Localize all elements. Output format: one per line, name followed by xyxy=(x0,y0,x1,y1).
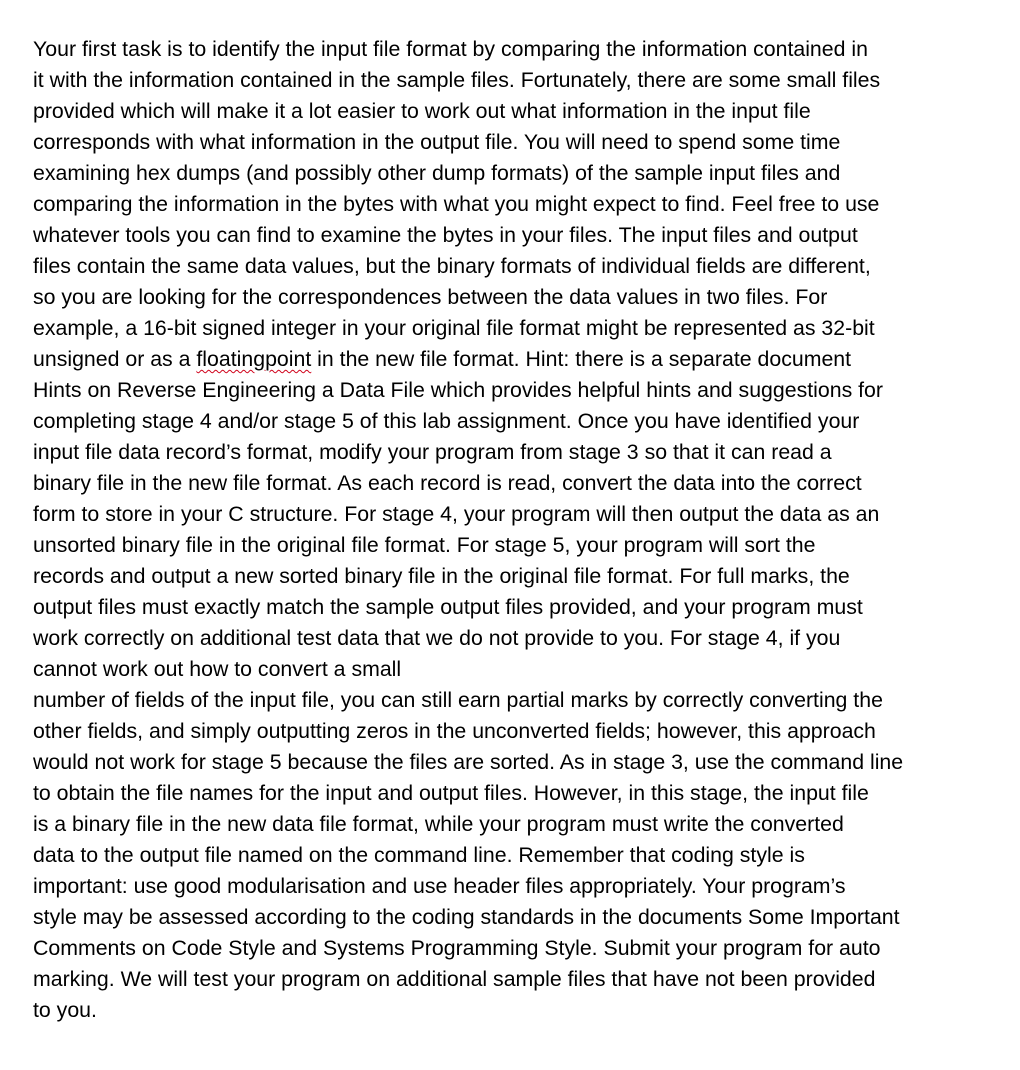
text-line: comparing the information in the bytes with what you might expect to find. Feel free to use xyxy=(33,192,880,216)
text-line: work correctly on additional test data that we do not provide to you. For stage 4, if you xyxy=(33,626,841,650)
text-line: files contain the same data values, but the binary formats of individual fields are different, xyxy=(33,254,871,278)
text-line: output files must exactly match the sample output files provided, and your program must xyxy=(33,595,863,619)
text-line: data to the output file named on the command line. Remember that coding style is xyxy=(33,843,805,867)
text-line: binary file in the new file format. As each record is read, convert the data into the correct xyxy=(33,471,862,495)
text-line: example, a 16-bit signed integer in your original file format might be represented as 32-bit xyxy=(33,316,875,340)
text-line: style may be assessed according to the coding standards in the documents Some Important xyxy=(33,905,900,929)
text-line: marking. We will test your program on additional sample files that have not been provided xyxy=(33,967,876,991)
text-line: examining hex dumps (and possibly other dump formats) of the sample input files and xyxy=(33,161,841,185)
text-line: form to store in your C structure. For stage 4, your program will then output the data as an xyxy=(33,502,880,526)
text-line: is a binary file in the new data file format, while your program must write the converted xyxy=(33,812,844,836)
document-body xyxy=(33,34,993,1026)
text-line: unsorted binary file in the original file format. For stage 5, your program will sort the xyxy=(33,533,816,557)
text-line: to you. xyxy=(33,998,97,1022)
text-line: number of fields of the input file, you can still earn partial marks by correctly converting the xyxy=(33,688,883,712)
text-line: would not work for stage 5 because the files are sorted. As in stage 3, use the command line xyxy=(33,750,904,774)
text-line: Your first task is to identify the input file format by comparing the information contained in xyxy=(33,37,868,61)
text-line-with-spelling-flag xyxy=(33,344,993,375)
text-fragment: unsigned or as a xyxy=(33,347,197,371)
text-line: so you are looking for the correspondences between the data values in two files. For xyxy=(33,285,828,309)
text-line: it with the information contained in the sample files. Fortunately, there are some small files xyxy=(33,68,881,92)
text-line: provided which will make it a lot easier to work out what information in the input file xyxy=(33,99,811,123)
text-line: corresponds with what information in the output file. You will need to spend some time xyxy=(33,130,841,154)
text-line: important: use good modularisation and use header files appropriately. Your program’s xyxy=(33,874,846,898)
text-line: to obtain the file names for the input and output files. However, in this stage, the input file xyxy=(33,781,869,805)
text-line: input file data record’s format, modify your program from stage 3 so that it can read a xyxy=(33,440,832,464)
misspelled-word[interactable]: floatingpoint xyxy=(196,347,312,371)
text-fragment: in the new file format. Hint: there is a separate document xyxy=(311,347,852,371)
text-line: records and output a new sorted binary file in the original file format. For full marks, the xyxy=(33,564,850,588)
text-line: other fields, and simply outputting zeros in the unconverted fields; however, this approach xyxy=(33,719,876,743)
text-line: Hints on Reverse Engineering a Data File which provides helpful hints and suggestions for xyxy=(33,378,883,402)
text-line: cannot work out how to convert a small xyxy=(33,657,402,681)
text-line: whatever tools you can find to examine the bytes in your files. The input files and output xyxy=(33,223,858,247)
text-line: completing stage 4 and/or stage 5 of this lab assignment. Once you have identified your xyxy=(33,409,860,433)
text-line: Comments on Code Style and Systems Programming Style. Submit your program for auto xyxy=(33,936,881,960)
